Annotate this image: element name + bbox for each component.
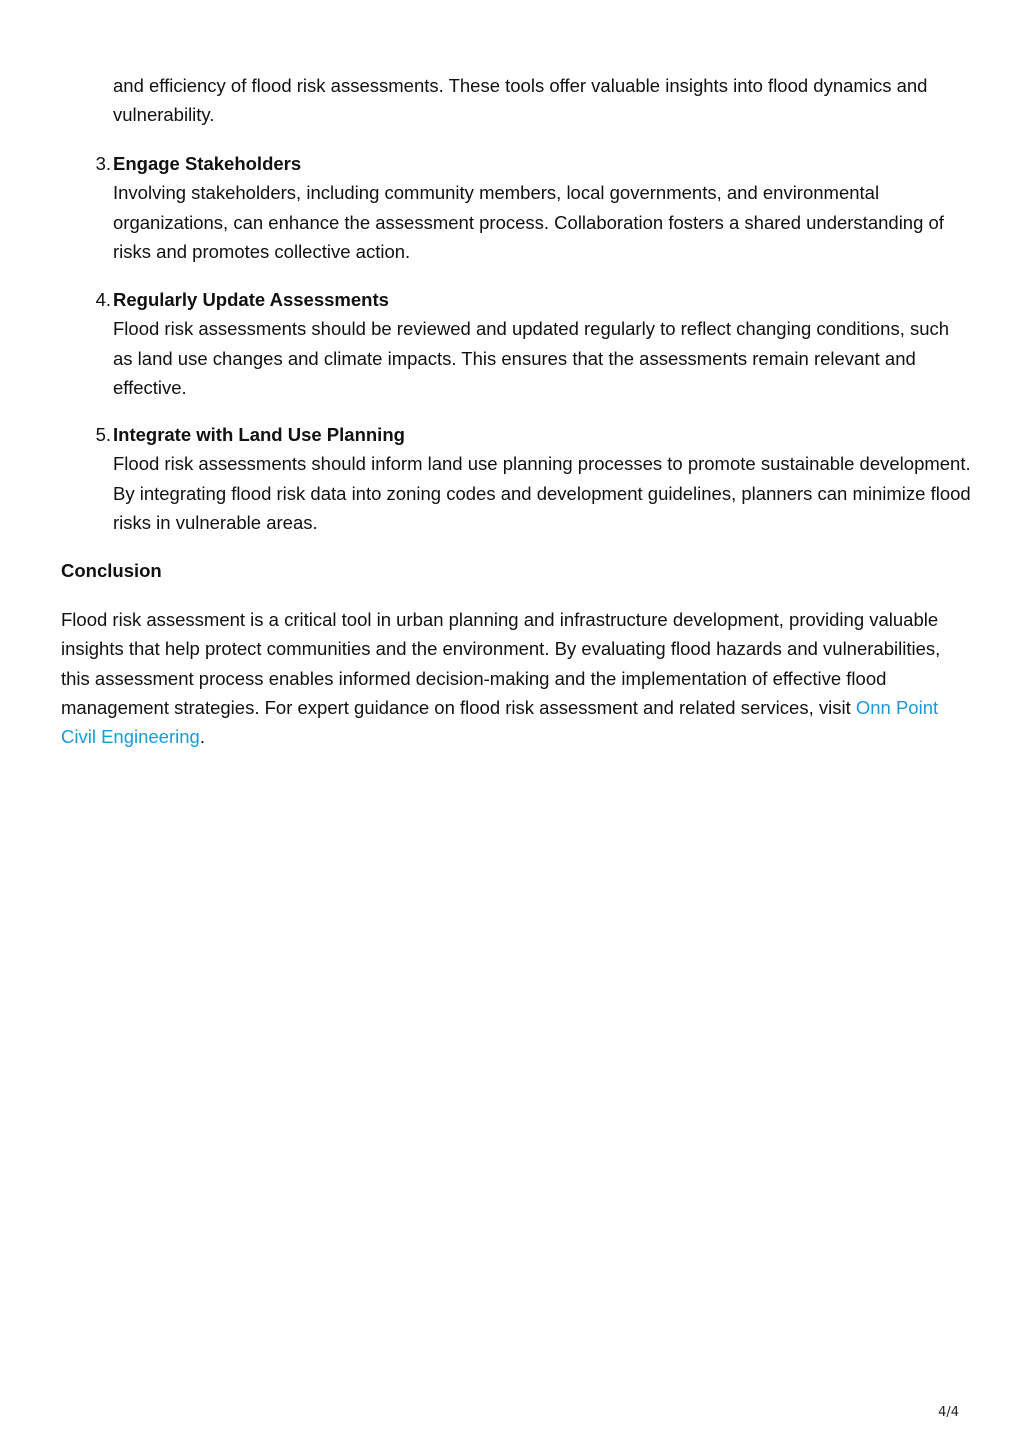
onn-point-link[interactable]: Onn Point Civil Engineering — [61, 696, 939, 748]
conclusion-text: Flood risk assessment is a critical tool in urban planning and infrastructure development, providing valuable insights that help protect communities and the environment. By evaluating flood hazards and vulnerabilities, this assessment process enables informed decision-making and the implementation of effective flood management strategies. For expert guidance on flood risk assessment and related services, visit — [61, 609, 941, 718]
continuation-paragraph: and efficiency of flood risk assessments. These tools offer valuable insights into flood dynamics and vulnerability. — [113, 75, 928, 126]
list-item — [95, 420, 973, 537]
conclusion-heading: Conclusion — [61, 560, 162, 581]
list-item — [95, 285, 973, 402]
list-item-number: 5. — [95, 424, 111, 445]
list-item-title: Integrate with Land Use Planning — [113, 424, 405, 445]
list-item-title: Regularly Update Assessments — [113, 289, 389, 310]
conclusion-trailing: . — [199, 726, 205, 748]
list-item-number: 4. — [95, 289, 111, 310]
list-item-title: Engage Stakeholders — [113, 153, 302, 174]
page-number: 4/4 — [938, 1405, 959, 1420]
conclusion-paragraph — [61, 605, 951, 751]
list-item-number: 3. — [95, 153, 111, 174]
list-item-body: Involving stakeholders, including community members, local governments, and environmental organizations, can enhance the assessment process. Collaboration fosters a shared understanding of risks and promotes collective action. — [113, 182, 944, 262]
list-item-body: Flood risk assessments should be reviewed and updated regularly to reflect changing conditions, such as land use changes and climate impacts. This ensures that the assessments remain relevant and effective. — [113, 318, 950, 398]
list-item-body: Flood risk assessments should inform land use planning processes to promote sustainable development. By integrating flood risk data into zoning codes and development guidelines, planners can minimize flood risks in vulnerable areas. — [113, 453, 971, 533]
list-item — [95, 149, 973, 266]
